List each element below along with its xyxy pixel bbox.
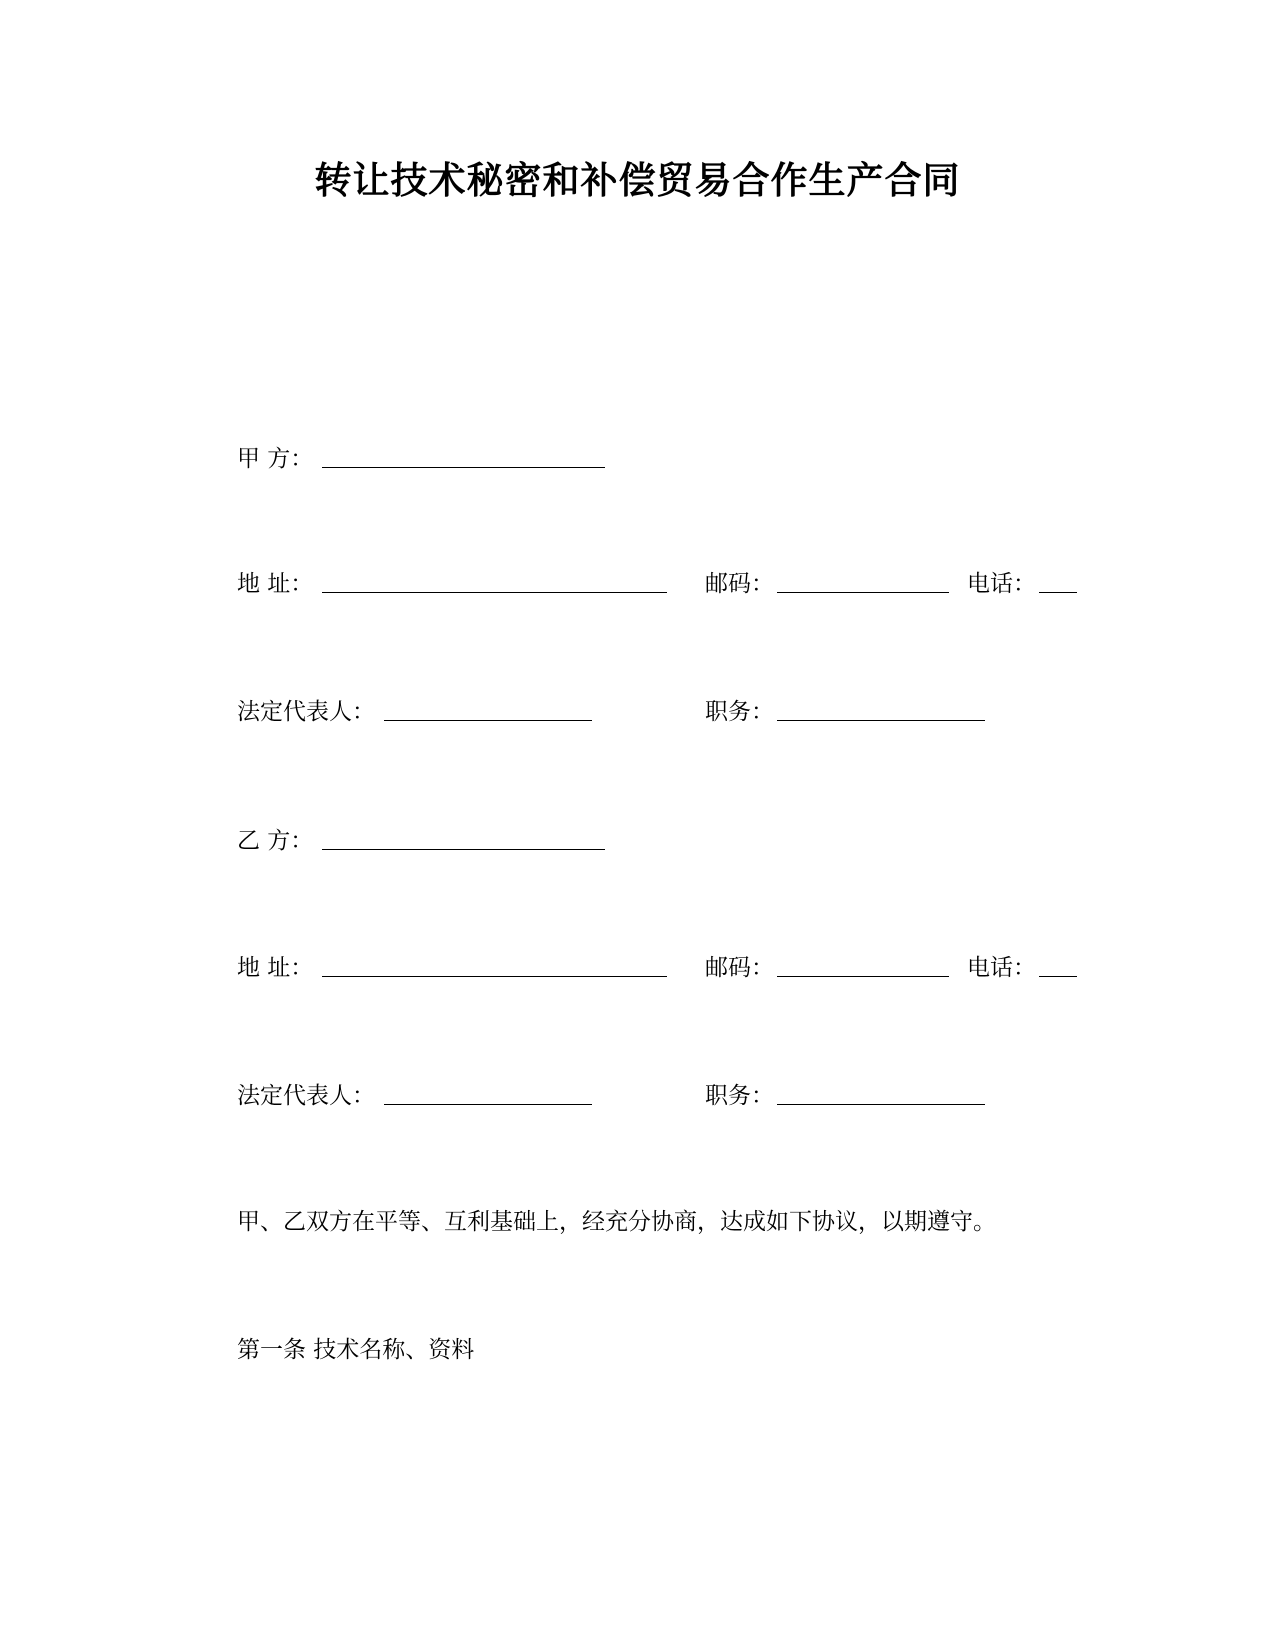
party-b-phone-blank: [1039, 976, 1077, 977]
party-a-phone-blank: [1039, 592, 1077, 593]
party-a-representative-blank: [384, 720, 592, 721]
party-b-name-label: 乙 方：: [237, 828, 314, 854]
party-a-address-row: [237, 565, 1137, 605]
party-b-address-blank: [322, 976, 667, 977]
party-b-position-blank: [777, 1104, 985, 1105]
party-b-name-blank: [322, 849, 605, 850]
party-b-postcode-label: 邮码：: [705, 955, 774, 981]
party-a-address-label: 地 址：: [237, 571, 314, 597]
party-b-address-label: 地 址：: [237, 955, 314, 981]
party-a-name-label: 甲 方：: [237, 446, 314, 472]
party-b-representative-blank: [384, 1104, 592, 1105]
party-b-phone-label: 电话：: [967, 955, 1036, 981]
party-b-postcode-blank: [777, 976, 949, 977]
party-a-postcode-label: 邮码：: [705, 571, 774, 597]
party-a-postcode-blank: [777, 592, 949, 593]
party-a-name-blank: [322, 467, 605, 468]
party-a-position-blank: [777, 720, 985, 721]
document-title: 转让技术秘密和补偿贸易合作生产合同: [314, 159, 961, 202]
party-a-phone-label: 电话：: [967, 571, 1036, 597]
party-a-address-blank: [322, 592, 667, 593]
party-b-position-label: 职务：: [705, 1083, 774, 1109]
party-b-name-row: [237, 822, 1137, 862]
party-a-representative-label: 法定代表人：: [237, 699, 375, 725]
party-a-name-row: [237, 440, 1137, 480]
party-a-representative-row: [237, 693, 1137, 733]
article-1-heading: 第一条 技术名称、资料: [237, 1337, 475, 1363]
agreement-paragraph: 甲、乙双方在平等、互利基础上，经充分协商，达成如下协议，以期遵守。: [237, 1209, 996, 1235]
party-b-representative-row: [237, 1077, 1137, 1117]
party-a-position-label: 职务：: [705, 699, 774, 725]
party-b-address-row: [237, 949, 1137, 989]
party-b-representative-label: 法定代表人：: [237, 1083, 375, 1109]
